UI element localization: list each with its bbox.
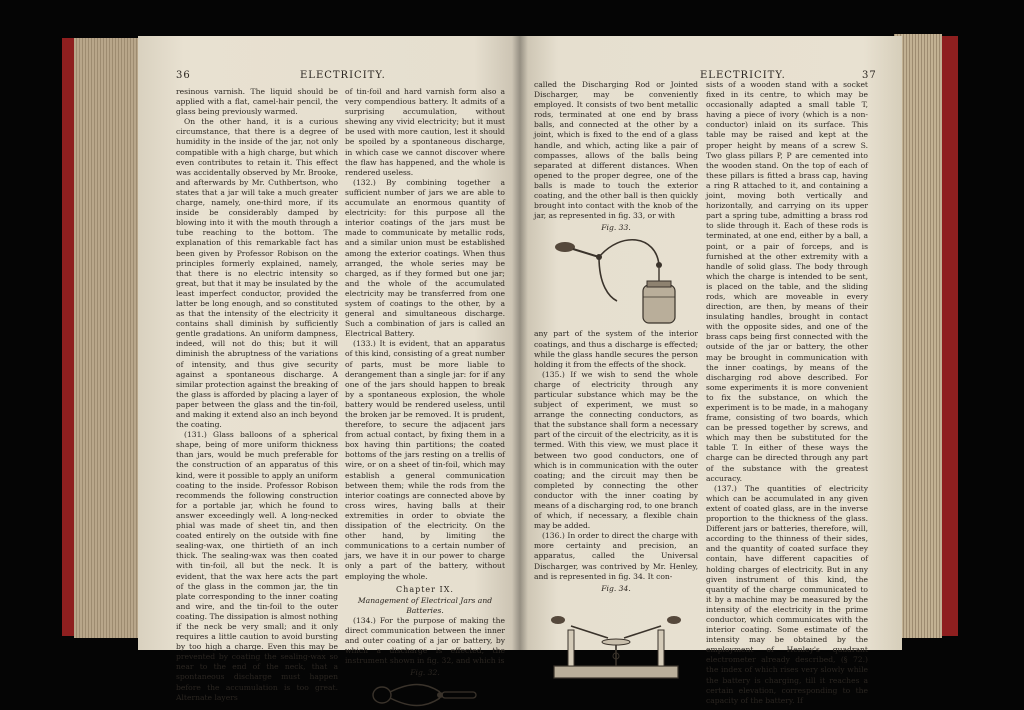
figure-caption: Fig. 34. [601,583,631,593]
discharging-rod-illustration [370,680,480,710]
paragraph: (133.) It is evident, that an apparatus of this kind, consisting of a great number of parts, must be more liable to derangement than a single jar: for if any one of the jars should happen to break by a spontaneous explosion, the whole battery would be rendered useless, until the broken jar be removed. It is prudent, therefore, to secure the adjacent jars from actual contact, by fixing them in a box having thin partitions; the coated bottoms of the jars resting on a trellis of wire, or on a sheet of tin-foil, which may establish a general communication between them; while the rods from the interior coatings are connected above by cross wires, having balls at their extremities in order to obviate the dissipation of the electricity. On the other hand, by limiting the communications to a certain number of jars, we have it in our power to charge only a part of the battery, without employing the whole. [345,339,505,581]
book-gutter [512,36,528,650]
figure-caption: Fig. 33. [601,223,631,233]
left-page-column-2 [345,87,505,678]
paragraph: called the Discharging Rod or Jointed Discharger, may be conveniently employed. It consists of two bent metallic rods, terminated at one end by brass balls, and connected at the other by a joint, which is fixed to the end of a glass handle, and which, acting like a pair of compasses, allows of the balls being separated at different distances. When opened to the proper degree, one of the balls is made to touch the exterior coating, and the other ball is then quickly brought into contact with the knob of the jar, as represented in fig. 33, or with [534,80,698,221]
paragraph: (136.) In order to direct the charge with more certainty and precision, an apparatus, called the Universal Discharger, was contrived by Mr. Henley, and is represented in fig. 34. It con- [534,531,698,581]
universal-discharger-illustration [546,596,686,682]
paragraph: (137.) The quantities of electricity which can be accumulated in any given extent of coated glass, are in the inverse proportion to the thickness of the glass. Different jars or batteries, therefore, will, according to the thinness of their sides, and the quantity of coated surface they contain, have different capacities of holding charges of electricity. But in any given instrument of this kind, the quantity of the charge communicated to it by a machine may be measured by the intensity of the electricity in the prime conductor, which communicates with the interior coating. Some estimate of the intensity may be obtained by the employment of Henley's quadrant electrometer already described, (§ 72.) the index of which rises very slowly while the battery is charging, till it reaches a certain elevation, corresponding to the capacity of the battery. If [706,483,868,705]
paragraph: sists of a wooden stand with a socket fixed in its centre, to which may be occasionally adapted a small table T, having a piece of ivory (which is a non-conductor) inlaid on its surface. This table may be raised and kept at the proper height by means of a screw S. Two glass pillars P, P are cemented into the wooden stand. On the top of each of these pillars is fitted a brass cap, having a ring R attached to it, and containing a joint, moving both vertically and horizontally, and carrying on its upper part a spring tube, admitting a brass rod to slide through it. Each of these rods is terminated, at one end, either by a ball, a point, or a pair of forceps, and is furnished at the other extremity with a handle of solid glass. The body through which the charge is intended to be sent, is placed on the table, and the sliding rods, which are moveable in every direction, are then, by means of their insulating handles, brought in contact with the opposite sides, and one of the brass caps being first connected with the outside of the jar or battery, the other may be brought in communication with the inner coatings, by means of the discharging rod above described. For some experiments it is more convenient to fix the substance, on which the experiment is to be made, in a mahogany frame, consisting of two boards, which can be pressed together by screws, and which may then be substituted for the table T. In either of these ways the charge can be directed through any part of the substance with the greatest accuracy. [706,80,868,483]
right-page-column-2 [706,80,868,705]
page-stack-left [74,38,146,638]
left-running-head: ELECTRICITY. [300,70,386,81]
paragraph: (135.) If we wish to send the whole charge of electricity through any particular substance which may be the subject of experiment, we must so arrange the connecting conductors, as that the substance shall form a necessary part of the circuit of the electricity, as it is termed. With this view, we must place it between two good conductors, one of which is in communication with the outer coating; and the circuit may then be completed by connecting the other conductor with the inner coating by means of a discharging rod, to one branch of which, if necessary, a flexible chain may be added. [534,369,698,531]
figure-caption: Fig. 32. [410,668,440,678]
right-page-column-1 [534,80,698,640]
right-page-number: 37 [862,70,877,81]
paragraph: any part of the system of the interior coatings, and thus a discharge is effected; while the glass handle secures the person holding it from the effects of the shock. [534,329,698,369]
paragraph: (134.) For the purpose of making the direct communication between the inner and outer coating of a jar or battery, by which a discharge is effected, the instrument shown in fig. 32, and which is [345,615,505,666]
chapter-title: Management of Electrical Jars and Batteries. [357,595,493,615]
jar-discharge-illustration [551,235,681,327]
paragraph: On the other hand, it is a curious circumstance, that there is a degree of humidity in the inside of the jar, not only compatible with a high charge, but which even contributes to retain it. This effect was accidentally observed by Mr. Brooke, and afterwards by Mr. Cuthbertson, who states that a jar will take a much greater charge, namely, one-third more, if its inside be considerably damped by blowing into it with the mouth through a tube reaching to the bottom. The explanation of this remarkable fact has been given by Professor Robison on the principles formerly explained, namely, that there is no electric intensity so great, but that it may be insulated by the least imperfect conductor, provided the latter be long enough, and so constituted as that the intensity of the electricity it contains shall diminish by sufficiently gentle gradations. An uniform dampness, indeed, will not do this; but it will diminish the abruptness of the variations of intensity, and thus give security against a spontaneous discharge. A similar protection against the breaking of the glass is afforded by placing a layer of paper between the glass and the tin-foil, and making it extend also an inch beyond the coating. [176,117,338,430]
left-page-number: 36 [176,70,191,81]
paragraph: of tin-foil and hard varnish form also a very compendious battery. It admits of a surprising accumulation, without shewing any vivid electricity; but it must be used with more caution, lest it should be spoiled by a spontaneous discharge, in which case we cannot discover where the flaw has happened, and the whole is rendered useless. [345,87,505,177]
chapter-heading: Chapter IX. [396,584,454,594]
paragraph: (131.) Glass balloons of a spherical shape, being of more uniform thickness than jars, would be much preferable for the construction of an apparatus of this kind, were it possible to apply an uniform coating to the inside. Professor Robison recommends the following construction for a portable jar, which he found to answer exceedingly well. A long-necked phial was made of sheet tin, and then coated entirely on the outside with fine sealing-wax, one thirtieth of an inch thick. The sealing-wax was then coated with tin-foil, all but the neck. It is evident, that the wax here acts the part of the glass in the common jar, the tin plate corresponding to the inner coating and wire, and the tin-foil to the outer coating. The dissipation is almost nothing if the neck be very small; and it only requires a little caution to avoid bursting by too high a charge. Even this may be prevented by coating the sealing-wax so near to the end of the neck, that a spontaneous discharge must happen before the accumulation is too great. Alternate layers [176,430,338,702]
paragraph: resinous varnish. The liquid should be applied with a flat, camel-hair pencil, the glass being previously warmed. [176,87,338,117]
left-page-column-1 [176,87,338,702]
paragraph: (132.) By combining together a sufficient number of jars we are able to accumulate an enormous quantity of electricity: for this purpose all the interior coatings of the jars must be made to communicate by metallic rods, and a similar union must be established among the exterior coatings. When thus arranged, the whole series may be charged, as if they formed but one jar; and the whole of the accumulated electricity may be transferred from one system of coatings to the other, by a general and simultaneous discharge. Such a combination of jars is called an Electrical Battery. [345,177,505,339]
right-running-head: ELECTRICITY. [700,70,786,81]
